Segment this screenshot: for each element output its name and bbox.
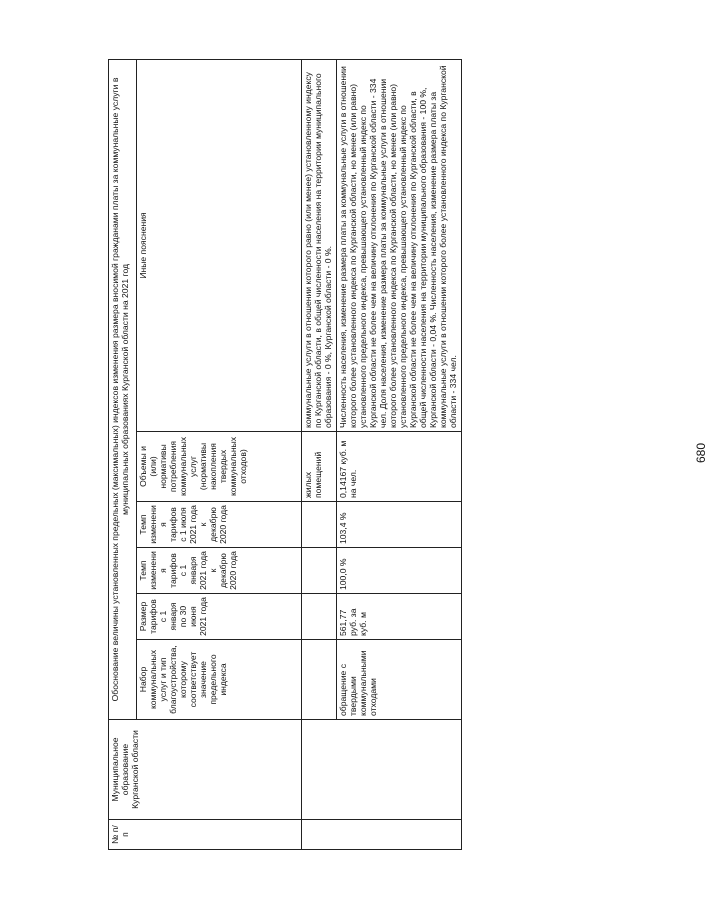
cell-tariff-row2: 561,77 руб. за куб. м (336, 594, 461, 640)
table-row (302, 59, 337, 849)
cell-number (302, 820, 462, 850)
rotated-page-content (108, 60, 608, 850)
page-number: 680 (694, 442, 708, 463)
cell-rate-jan-row2: 100,0 % (336, 548, 461, 594)
cell-services-row2: обращение с твердыми коммунальными отходами (336, 640, 461, 720)
justification-table (108, 59, 462, 850)
table-header-row (109, 59, 137, 849)
cell-volumes-row1: жилых помещений (302, 432, 337, 502)
cell-services-empty (302, 640, 337, 720)
subheader-tariff-size: Размер тарифов с 1 января по 30 июня 2021 года (137, 594, 302, 640)
subheader-rate-jan: Темп изменения тарифов с 1 января 2021 года к декабрю 2020 года (137, 548, 302, 594)
cell-volumes-row2: 0,14167 куб. м на чел. (336, 432, 461, 502)
cell-rate-jul-row2: 103,4 % (336, 502, 461, 548)
cell-rate-jan-empty (302, 548, 337, 594)
header-municipality: Муниципальное образование Курганской области (109, 720, 302, 820)
cell-municipality (302, 720, 462, 820)
cell-tariff-empty (302, 594, 337, 640)
subheader-other: Иные пояснения (137, 59, 302, 431)
cell-rate-jul-empty (302, 502, 337, 548)
subheader-volumes: Объемы и (или) нормативы потребления коммунальных услуг (нормативы накопления твердых коммунальных отходов) (137, 432, 302, 502)
cell-other-row2: Численность населения, изменение размера платы за коммунальные услуги в отношении которого более установленного индекса по Курганской области, но менее (или равно) установленного предельного индекса, превышающего установленный индекс по Курганской области не более чем на величину отклонения по Курганской области - 334 чел. Доля населения, изменение размера платы за коммунальные услуги в отношении которого более установленного индекса по Курганской области, но менее (или равно) установленного предельного индекса, превышающего установленный индекс по Курганской области не более чем на величину отклонения по Курганской области, в общей численности населения на территории муниципального образования - 100 %, Курганской области - 0,04 %. Численность населения, изменение размера платы за коммунальные услуги в отношении которого более установленного индекса по Курганской области - 334 чел. (336, 59, 461, 431)
subheader-services: Набор коммунальных услуг и тип благоустройства, которому соответствует значение предельного индекса (137, 640, 302, 720)
header-title: Обоснование величины установленных предельных (максимальных) индексов изменения размера вносимой гражданами платы за коммунальные услуги в муниципальных образованиях Курганской области на 2021 год (109, 59, 137, 719)
subheader-rate-jul: Темп изменения тарифов с 1 июля 2021 года к декабрю 2020 года (137, 502, 302, 548)
cell-other-row1: коммунальные услуги в отношении которого равно (или менее) установленному индексу по Курганской области, в общей численности населения на территории муниципального образования - 0 %, Курганской области - 0 %. (302, 59, 337, 431)
header-number: № п/п (109, 820, 302, 850)
